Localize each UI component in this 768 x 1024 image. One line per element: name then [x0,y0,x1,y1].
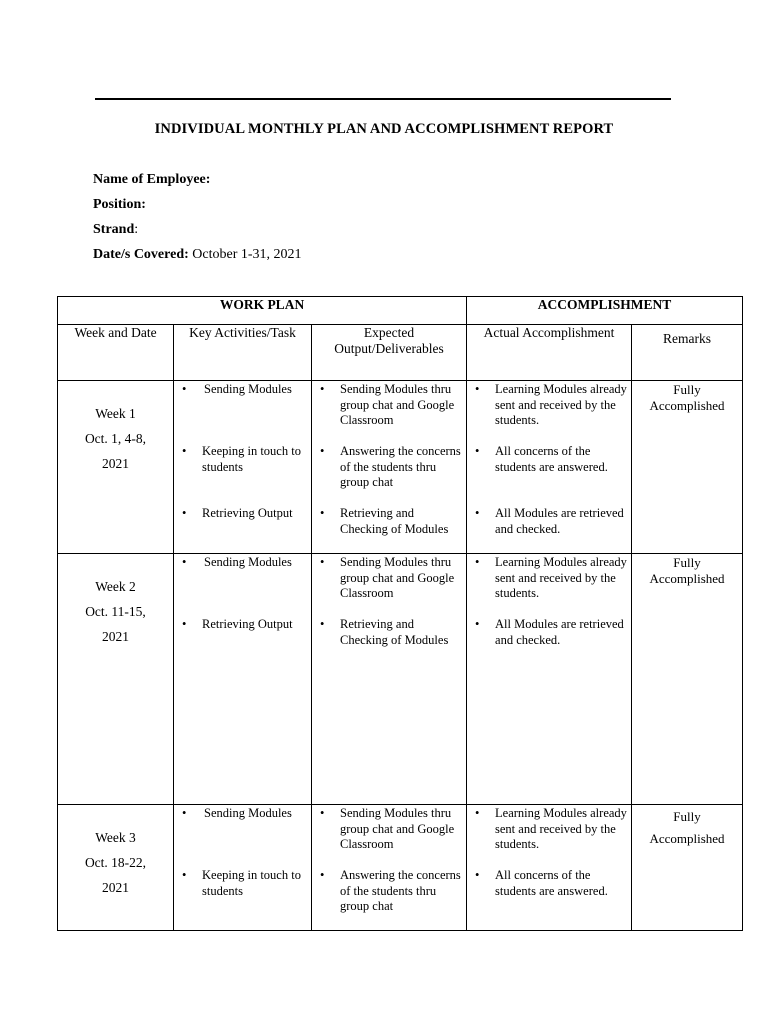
strand-colon: : [134,222,139,237]
date-range: Oct. 1, 4-8, [84,431,147,446]
col-expected-output: Expected Output/Deliverables [312,325,467,381]
report-title: INDIVIDUAL MONTHLY PLAN AND ACCOMPLISHMENT REPORT [154,121,614,137]
list-item: • Keeping in touch to students [174,868,309,899]
outputs-cell [312,381,467,554]
list-item: • Sending Modules [174,555,309,617]
group-header-row [58,297,743,325]
activities-cell [174,554,312,805]
outputs-cell [312,554,467,805]
remarks-cell [632,554,743,805]
column-header-row [58,325,743,381]
table-row [58,805,743,931]
employee-name-label: Name of Employee: [93,172,211,187]
remarks-text: Accomplished [649,570,725,586]
strand-label: Strand [93,222,135,237]
date-range: Oct. 11-15, [85,604,146,619]
week-label: Week 1 [95,406,136,421]
list-item: • Learning Modules already sent and received by the students. [467,555,629,617]
strand-field [93,222,138,238]
accomplishments-cell [467,805,632,931]
remarks-text: Accomplished [649,831,725,846]
accomplishments-cell [467,554,632,805]
remarks-text: Accomplished [649,397,725,413]
list-item: • Retrieving Output [174,617,309,633]
accomplishments-cell [467,381,632,554]
week-label: Week 2 [95,579,136,594]
accomplishment-header: ACCOMPLISHMENT [467,297,743,325]
list-item: • All concerns of the students are answered. [467,444,629,506]
table-row [58,381,743,554]
list-item: • Learning Modules already sent and received by the students. [467,382,629,444]
week-label: Week 3 [95,830,136,845]
position-label: Position: [93,197,146,212]
work-plan-header: WORK PLAN [58,297,467,325]
remarks-text: Fully [673,809,701,824]
list-item: • Answering the concerns of the students thru group chat [312,444,464,506]
list-item: • Sending Modules [174,382,309,444]
activities-cell [174,805,312,931]
activities-cell [174,381,312,554]
remarks-cell [632,805,743,931]
col-remarks: Remarks [632,325,743,381]
list-item: • Learning Modules already sent and received by the students. [467,806,629,868]
week-date-cell [58,381,174,554]
date-range: Oct. 18-22, [84,855,147,870]
list-item: • Sending Modules thru group chat and Google Classroom [312,382,464,444]
week-date-cell [58,554,174,805]
dates-covered-value: October 1-31, 2021 [188,247,302,262]
position-field [93,197,146,213]
date-year: 2021 [102,629,129,644]
dates-covered-label: Date/s Covered: [93,247,189,262]
list-item: • All Modules are retrieved and checked. [467,617,629,648]
list-item: • All concerns of the students are answered. [467,868,629,899]
list-item: • Retrieving Output [174,506,309,522]
list-item: • Retrieving and Checking of Modules [312,506,464,537]
col-actual-accomplishment: Actual Accomplishment [467,325,632,381]
plan-table [57,296,743,931]
list-item: • Answering the concerns of the students thru group chat [312,868,464,915]
list-item: • Sending Modules [174,806,309,868]
remarks-text: Fully [673,382,701,397]
outputs-cell [312,805,467,931]
date-year: 2021 [102,456,129,471]
table-row [58,554,743,805]
list-item: • Sending Modules thru group chat and Google Classroom [312,555,464,617]
employee-name-field [93,172,210,188]
col-key-activities: Key Activities/Task [174,325,312,381]
remarks-cell [632,381,743,554]
list-item: • Retrieving and Checking of Modules [312,617,464,648]
list-item: • Sending Modules thru group chat and Google Classroom [312,806,464,868]
dates-covered-field [93,247,302,263]
list-item: • Keeping in touch to students [174,444,309,506]
date-year: 2021 [102,880,129,895]
remarks-text: Fully [673,555,701,570]
header-rule [95,98,671,100]
col-week-date: Week and Date [58,325,174,381]
week-date-cell [58,805,174,931]
list-item: • All Modules are retrieved and checked. [467,506,629,537]
